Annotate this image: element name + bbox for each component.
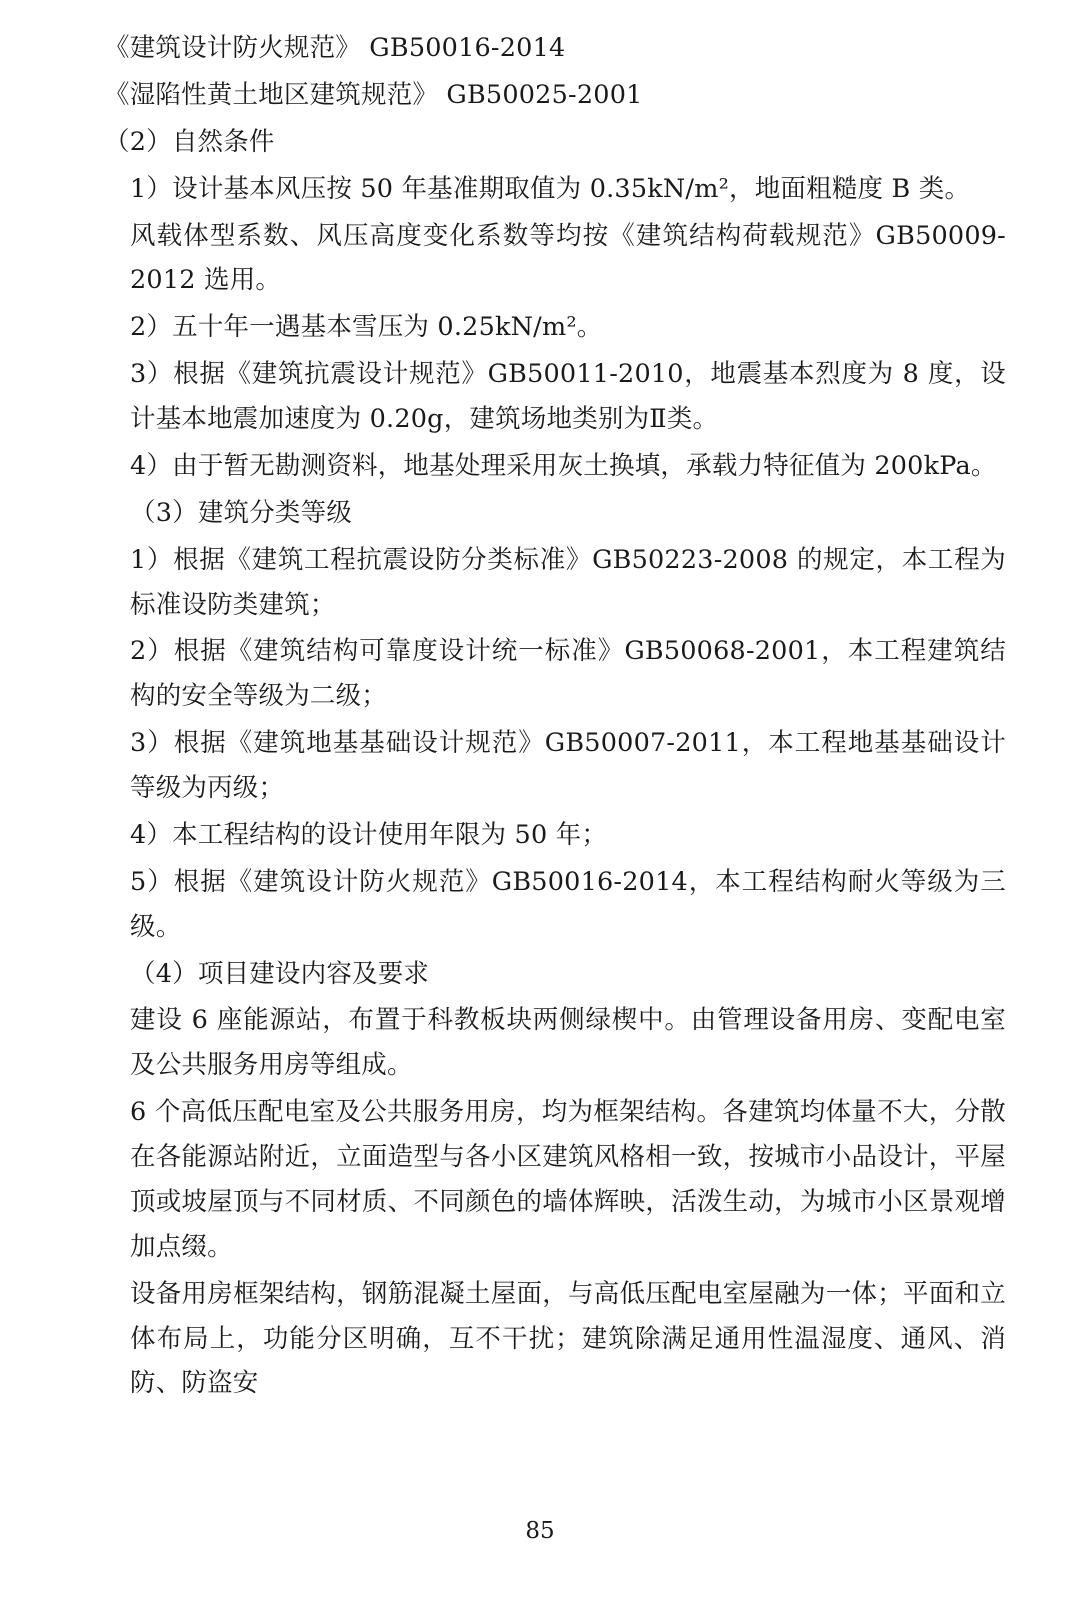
paragraph: 设备用房框架结构，钢筋混凝土屋面，与高低压配电室屋融为一体；平面和立体布局上，功能分区明确，互不干扰；建筑除满足通用性温湿度、通风、消防、防盗安 [130,1278,1006,1399]
paragraph: 2）根据《建筑结构可靠度设计统一标准》GB50068-2001，本工程建筑结构的安全等级为二级； [130,636,1006,712]
paragraph: 6 个高低压配电室及公共服务用房，均为框架结构。各建筑均体量不大，分散在各能源站附近，立面造型与各小区建筑风格相一致，按城市小品设计，平屋顶或坡屋顶与不同材质、不同颜色的墙体辉映，活泼生动，为城市小区景观增加点缀。 [130,1097,1006,1262]
paragraph: 3）根据《建筑地基基础设计规范》GB50007-2011，本工程地基基础设计等级为丙级； [130,728,1006,803]
page-number: 85 [525,1518,555,1544]
paragraph: 风载体型系数、风压高度变化系数等均按《建筑结构荷载规范》GB50009-2012 选用。 [130,220,1006,296]
paragraph: （4）项目建设内容及要求 [130,958,430,989]
paragraph: 1）根据《建筑工程抗震设防分类标准》GB50223-2008 的规定，本工程为标准设防类建筑； [130,544,1006,620]
paragraph: 《湿陷性黄土地区建筑规范》 GB50025-2001 [104,79,643,110]
paragraph: 4）由于暂无勘测资料，地基处理采用灰土换填，承载力特征值为 200kPa。 [130,450,997,481]
paragraph: 建设 6 座能源站，布置于科教板块两侧绿楔中。由管理设备用房、变配电室及公共服务用房等组成。 [130,1005,1006,1081]
paragraph: （2）自然条件 [104,126,275,157]
paragraph: 5）根据《建筑设计防火规范》GB50016-2014，本工程结构耐火等级为三级。 [130,866,1006,942]
paragraph: 3）根据《建筑抗震设计规范》GB50011-2010，地震基本烈度为 8 度，设计基本地震加速度为 0.20g，建筑场地类别为Ⅱ类。 [130,359,1006,434]
paragraph: 《建筑设计防火规范》 GB50016-2014 [104,33,566,63]
paragraph: 2）五十年一遇基本雪压为 0.25kN/m²。 [130,312,603,343]
paragraph: 1）设计基本风压按 50 年基准期取值为 0.35kN/m²，地面粗糙度 B 类。 [130,173,971,204]
paragraph: （3）建筑分类等级 [130,497,353,528]
paragraph: 4）本工程结构的设计使用年限为 50 年； [130,819,608,850]
